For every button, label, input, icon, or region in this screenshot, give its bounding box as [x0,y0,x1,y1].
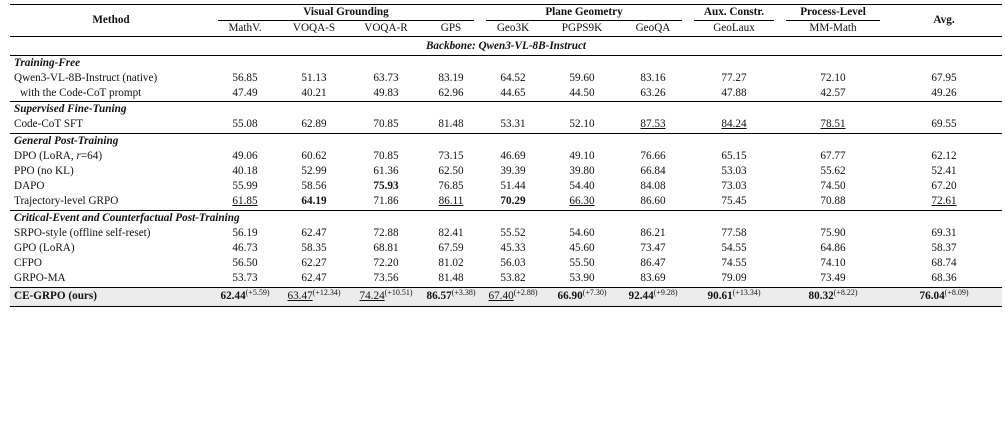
score-cell: 53.73 [232,272,258,285]
final-score-cell: $63.47^{(+12.34)}$ [278,287,350,306]
delta-label: (+7.30) [582,288,607,298]
final-score-cell: $76.04^{(+8.09)}$ [886,287,1002,306]
section-header-row [10,55,1002,71]
column-header: GeoLaux [713,22,755,35]
group-aux-constr: Aux. Constr. [688,5,780,22]
score-cell: 62.50 [438,165,464,178]
score-cell: 47.49 [232,87,258,100]
score-cell: 77.27 [721,71,747,84]
group-visual-grounding: Visual Grounding [212,5,480,22]
method-name: with the Code-CoT prompt [20,87,142,100]
score-cell: 58.56 [301,180,327,193]
avg-cell: 67.20 [931,180,957,193]
score-cell: 54.40 [569,180,595,193]
score-cell: 62.27 [301,257,327,270]
score-cell: 74.10 [820,257,846,270]
score-cell: 64.86 [820,242,846,255]
score-cell: 62.96 [438,87,464,100]
score-cell: 70.88 [820,195,846,208]
score-cell: 56.19 [232,226,258,239]
score-cell: 76.66 [640,149,666,162]
score-cell: 62.89 [301,118,327,131]
table-row [10,226,1002,241]
column-header: PGPS9K [561,22,603,35]
delta-label: (+2.88) [513,288,538,298]
score-cell: 55.99 [232,180,258,193]
score-cell: 55.52 [500,226,526,239]
score-cell: 53.82 [500,272,526,285]
score-cell: 86.47 [640,257,666,270]
score-cell: 68.81 [373,242,399,255]
score-cell: 81.02 [438,257,464,270]
score-cell: 64.52 [500,71,526,84]
score-cell: 39.39 [500,165,526,178]
score-cell: 63.26 [640,87,666,100]
score-cell: 39.80 [569,165,595,178]
score-cell: 63.73 [373,71,399,84]
score-cell: 55.62 [820,165,846,178]
score-cell: 56.03 [500,257,526,270]
score-cell: 42.57 [820,87,846,100]
section-title: Supervised Fine-Tuning [14,103,127,116]
method-name: GRPO-MA [14,272,66,285]
section-title: Training-Free [14,56,81,69]
score-cell: 66.84 [640,165,666,178]
delta-label: (+10.51) [384,288,413,298]
score-cell: 64.19 [301,195,327,208]
table-body [10,37,1002,306]
final-method-name: CE-GRPO (ours) [10,287,212,306]
score-cell: 83.69 [640,272,666,285]
score-cell: 70.29 [500,195,526,208]
results-table-container [10,4,1002,307]
score-cell: 76.85 [438,180,464,193]
backbone-label: Backbone: Qwen3-VL-8B-Instruct [10,37,1002,55]
column-header: MM-Math [809,22,857,35]
score-cell: 53.31 [500,118,526,131]
score-cell: 73.15 [438,149,464,162]
delta-label: (+3.38) [451,288,476,298]
group-plane-geometry: Plane Geometry [480,5,688,22]
column-header: VOQA-R [364,22,408,35]
score-cell: 66.30 [569,195,595,208]
method-name: DPO (LoRA, r=64) [14,149,103,162]
score-cell: 86.21 [640,226,666,239]
avg-cell: 69.31 [931,226,957,239]
score-cell: 67.77 [820,149,846,162]
final-score-cell: $90.61^{(+13.34)}$ [688,287,780,306]
score-cell: 73.03 [721,180,747,193]
method-name: Qwen3-VL-8B-Instruct (native) [14,71,158,84]
score-cell: 74.50 [820,180,846,193]
score-cell: 65.15 [721,149,747,162]
column-header: MathV. [228,22,262,35]
final-score-cell: $80.32^{(+8.22)}$ [780,287,886,306]
score-cell: 83.16 [640,71,666,84]
header-group-row [10,5,1002,22]
method-name: Code-CoT SFT [14,118,84,131]
group-process-level: Process-Level [780,5,886,22]
score-cell: 45.60 [569,242,595,255]
score-cell: 84.24 [721,118,747,131]
delta-label: (+9.28) [653,288,678,298]
section-title: Critical-Event and Counterfactual Post-Training [14,211,240,224]
table-row [10,241,1002,256]
score-cell: 53.03 [721,165,747,178]
score-cell: 55.50 [569,257,595,270]
final-score-cell: $74.24^{(+10.51)}$ [350,287,422,306]
score-cell: 77.58 [721,226,747,239]
score-cell: 82.41 [438,226,464,239]
score-cell: 83.19 [438,71,464,84]
score-cell: 61.36 [373,165,399,178]
score-cell: 53.90 [569,272,595,285]
section-header-row [10,210,1002,226]
table-row [10,256,1002,271]
delta-label: (+13.34) [732,288,761,298]
column-header: VOQA-S [292,22,336,35]
score-cell: 40.21 [301,87,327,100]
backbone-row [10,37,1002,55]
score-cell: 70.85 [373,118,399,131]
score-cell: 58.35 [301,242,327,255]
results-table [10,4,1002,307]
score-cell: 47.88 [721,87,747,100]
score-cell: 72.88 [373,226,399,239]
score-cell: 52.10 [569,118,595,131]
table-row [10,179,1002,194]
score-cell: 56.85 [232,71,258,84]
score-cell: 44.50 [569,87,595,100]
score-cell: 52.99 [301,165,327,178]
final-score-cell: $86.57^{(+3.38)}$ [422,287,480,306]
delta-label: (+8.22) [833,288,858,298]
column-header: GeoQA [635,22,671,35]
table-row [10,164,1002,179]
section-header-row [10,133,1002,149]
score-cell: 54.55 [721,242,747,255]
column-header: GPS [440,22,462,35]
final-score-cell: $62.44^{(+5.59)}$ [212,287,278,306]
avg-cell: 72.61 [931,195,957,208]
score-cell: 75.90 [820,226,846,239]
score-cell: 44.65 [500,87,526,100]
method-name: DAPO [14,180,45,193]
score-cell: 72.20 [373,257,399,270]
score-cell: 62.47 [301,272,327,285]
table-row [10,149,1002,164]
score-cell: 70.85 [373,149,399,162]
final-row [10,287,1002,306]
score-cell: 55.08 [232,118,258,131]
score-cell: 71.86 [373,195,399,208]
score-cell: 49.10 [569,149,595,162]
avg-cell: 69.55 [931,118,957,131]
score-cell: 45.33 [500,242,526,255]
score-cell: 61.85 [232,195,258,208]
avg-cell: 68.36 [931,272,957,285]
avg-cell: 67.95 [931,71,957,84]
score-cell: 72.10 [820,71,846,84]
score-cell: 81.48 [438,272,464,285]
final-score-cell: $92.44^{(+9.28)}$ [618,287,688,306]
avg-cell: 62.12 [931,149,957,162]
score-cell: 86.11 [438,195,464,208]
score-cell: 79.09 [721,272,747,285]
avg-header: Avg. [886,5,1002,37]
score-cell: 54.60 [569,226,595,239]
score-cell: 67.59 [438,242,464,255]
column-header: Geo3K [496,22,530,35]
delta-label: (+8.09) [944,288,969,298]
method-name: PPO (no KL) [14,165,74,178]
score-cell: 75.93 [373,180,399,193]
score-cell: 49.83 [373,87,399,100]
avg-cell: 68.74 [931,257,957,270]
section-header-row [10,102,1002,118]
method-name: GPO (LoRA) [14,242,75,255]
method-name: CFPO [14,257,42,270]
avg-cell: 49.26 [931,87,957,100]
table-row [10,117,1002,133]
avg-cell: 58.37 [931,242,957,255]
score-cell: 75.45 [721,195,747,208]
score-cell: 60.62 [301,149,327,162]
score-cell: 62.47 [301,226,327,239]
score-cell: 86.60 [640,195,666,208]
score-cell: 59.60 [569,71,595,84]
score-cell: 73.49 [820,272,846,285]
score-cell: 78.51 [820,118,846,131]
avg-cell: 52.41 [931,165,957,178]
section-title: General Post-Training [14,134,119,147]
table-row [10,71,1002,86]
final-score-cell: $67.40^{(+2.88)}$ [480,287,546,306]
table-row [10,86,1002,102]
score-cell: 40.18 [232,165,258,178]
score-cell: 56.50 [232,257,258,270]
score-cell: 46.69 [500,149,526,162]
score-cell: 81.48 [438,118,464,131]
score-cell: 46.73 [232,242,258,255]
table-row [10,194,1002,210]
delta-label: (+5.59) [245,288,270,298]
score-cell: 84.08 [640,180,666,193]
score-cell: 74.55 [721,257,747,270]
method-name: SRPO-style (offline self-reset) [14,226,151,239]
score-cell: 87.53 [640,118,666,131]
score-cell: 51.44 [500,180,526,193]
score-cell: 49.06 [232,149,258,162]
method-name: Trajectory-level GRPO [14,195,119,208]
method-header: Method [10,5,212,37]
final-score-cell: $66.90^{(+7.30)}$ [546,287,618,306]
score-cell: 51.13 [301,71,327,84]
score-cell: 73.56 [373,272,399,285]
table-row [10,271,1002,287]
delta-label: (+12.34) [312,288,341,298]
score-cell: 73.47 [640,242,666,255]
